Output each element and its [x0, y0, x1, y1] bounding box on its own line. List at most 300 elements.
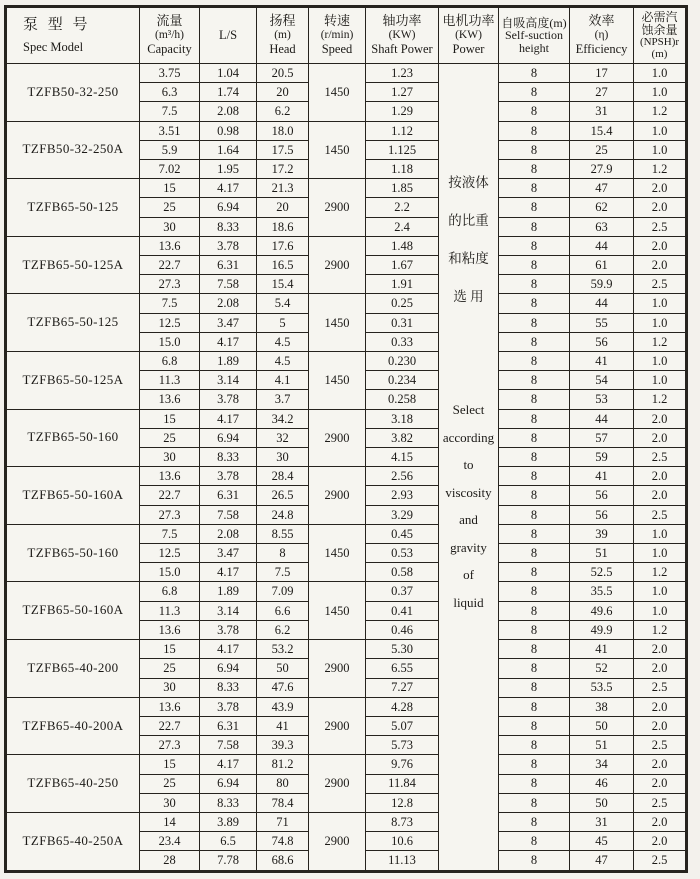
power-note-en-line: to — [463, 457, 474, 472]
model-cell: TZFB50-32-250A — [6, 121, 140, 179]
col-header-speed-en: Speed — [321, 42, 353, 57]
efficiency-cell: 62 — [570, 198, 634, 217]
efficiency-cell: 44 — [570, 236, 634, 255]
capacity-cell: 22.7 — [140, 486, 200, 505]
suction-height-cell: 8 — [499, 409, 570, 428]
head-cell: 20 — [257, 198, 309, 217]
speed-cell: 2900 — [309, 697, 366, 755]
col-header-model-en: Spec Model — [23, 39, 84, 54]
efficiency-cell: 52.5 — [570, 563, 634, 582]
col-header-suction-en1: Self-suction — [505, 28, 563, 43]
ls-cell: 3.78 — [200, 467, 257, 486]
suction-height-cell: 8 — [499, 352, 570, 371]
col-header-capacity-zh: 流量 — [156, 13, 183, 29]
table-row — [6, 121, 687, 140]
capacity-cell: 7.5 — [140, 524, 200, 543]
npsh-cell: 2.5 — [634, 217, 687, 236]
capacity-cell: 11.3 — [140, 371, 200, 390]
npsh-cell: 2.5 — [634, 505, 687, 524]
ls-cell: 4.17 — [200, 563, 257, 582]
table-row — [6, 409, 687, 428]
head-cell: 17.5 — [257, 140, 309, 159]
col-header-head-zh: 扬程 — [269, 13, 296, 29]
efficiency-cell: 56 — [570, 486, 634, 505]
ls-cell: 7.58 — [200, 505, 257, 524]
capacity-cell: 13.6 — [140, 236, 200, 255]
suction-height-cell: 8 — [499, 332, 570, 351]
shaft-power-cell: 5.73 — [366, 736, 439, 755]
suction-height-cell: 8 — [499, 736, 570, 755]
npsh-cell: 2.0 — [634, 236, 687, 255]
table-row — [6, 640, 687, 659]
col-header-npsh-en: (NPSH)r — [639, 36, 680, 48]
shaft-power-cell: 0.234 — [366, 371, 439, 390]
shaft-power-cell: 4.15 — [366, 448, 439, 467]
power-note-en-line: viscosity — [445, 484, 492, 500]
shaft-power-cell: 0.37 — [366, 582, 439, 601]
head-cell: 17.6 — [257, 236, 309, 255]
efficiency-cell: 31 — [570, 812, 634, 831]
col-header-efficiency — [570, 7, 634, 64]
efficiency-cell: 45 — [570, 832, 634, 851]
ls-cell: 1.64 — [200, 140, 257, 159]
table-row — [6, 236, 687, 255]
suction-height-cell: 8 — [499, 563, 570, 582]
col-header-suction-zh: 自吸高度(m) — [501, 15, 567, 30]
table-row — [6, 755, 687, 774]
head-cell: 6.6 — [257, 601, 309, 620]
ls-cell: 4.17 — [200, 179, 257, 198]
header-row — [6, 7, 687, 64]
ls-cell: 8.33 — [200, 793, 257, 812]
col-header-speed-zh: 转速 — [323, 13, 350, 29]
shaft-power-cell: 2.56 — [366, 467, 439, 486]
ls-cell: 3.89 — [200, 812, 257, 831]
ls-cell: 4.17 — [200, 640, 257, 659]
col-header-capacity — [140, 7, 200, 64]
capacity-cell: 25 — [140, 774, 200, 793]
npsh-cell: 2.0 — [634, 832, 687, 851]
suction-height-cell: 8 — [499, 121, 570, 140]
capacity-cell: 15 — [140, 640, 200, 659]
npsh-cell: 2.0 — [634, 659, 687, 678]
power-note-en-line: gravity — [450, 539, 487, 555]
head-cell: 34.2 — [257, 409, 309, 428]
speed-cell: 2900 — [309, 179, 366, 237]
shaft-power-cell: 8.73 — [366, 812, 439, 831]
col-header-efficiency-unit: (η) — [594, 29, 609, 42]
ls-cell: 4.17 — [200, 332, 257, 351]
suction-height-cell: 8 — [499, 448, 570, 467]
efficiency-cell: 46 — [570, 774, 634, 793]
npsh-cell: 1.0 — [634, 544, 687, 563]
shaft-power-cell: 0.41 — [366, 601, 439, 620]
capacity-cell: 13.6 — [140, 697, 200, 716]
speed-cell: 1450 — [309, 352, 366, 410]
efficiency-cell: 56 — [570, 505, 634, 524]
capacity-cell: 6.8 — [140, 352, 200, 371]
ls-cell: 6.94 — [200, 198, 257, 217]
capacity-cell: 13.6 — [140, 390, 200, 409]
speed-cell: 1450 — [309, 582, 366, 640]
capacity-cell: 12.5 — [140, 544, 200, 563]
head-cell: 20 — [257, 83, 309, 102]
head-cell: 15.4 — [257, 275, 309, 294]
ls-cell: 4.17 — [200, 409, 257, 428]
efficiency-cell: 35.5 — [570, 582, 634, 601]
table-row — [6, 294, 687, 313]
head-cell: 50 — [257, 659, 309, 678]
shaft-power-cell: 3.18 — [366, 409, 439, 428]
model-cell: TZFB65-40-200 — [6, 640, 140, 698]
npsh-cell: 1.2 — [634, 160, 687, 179]
capacity-cell: 3.75 — [140, 64, 200, 83]
col-header-npsh-zh1: 必需汽 — [641, 10, 678, 24]
suction-height-cell: 8 — [499, 294, 570, 313]
ls-cell: 8.33 — [200, 678, 257, 697]
capacity-cell: 15 — [140, 755, 200, 774]
suction-height-cell: 8 — [499, 467, 570, 486]
suction-height-cell: 8 — [499, 601, 570, 620]
table-row — [6, 179, 687, 198]
col-header-power-unit: (KW) — [455, 29, 482, 42]
suction-height-cell: 8 — [499, 390, 570, 409]
capacity-cell: 6.8 — [140, 582, 200, 601]
model-cell: TZFB65-40-250A — [6, 812, 140, 871]
col-header-head-en: Head — [269, 42, 296, 57]
head-cell: 6.2 — [257, 620, 309, 639]
efficiency-cell: 47 — [570, 851, 634, 872]
capacity-cell: 15 — [140, 409, 200, 428]
suction-height-cell: 8 — [499, 217, 570, 236]
ls-cell: 3.78 — [200, 390, 257, 409]
ls-cell: 3.47 — [200, 544, 257, 563]
efficiency-cell: 53 — [570, 390, 634, 409]
npsh-cell: 2.0 — [634, 774, 687, 793]
model-cell: TZFB65-40-200A — [6, 697, 140, 755]
efficiency-cell: 53.5 — [570, 678, 634, 697]
shaft-power-cell: 7.27 — [366, 678, 439, 697]
efficiency-cell: 31 — [570, 102, 634, 121]
ls-cell: 2.08 — [200, 524, 257, 543]
ls-cell: 3.14 — [200, 601, 257, 620]
head-cell: 24.8 — [257, 505, 309, 524]
shaft-power-cell: 3.82 — [366, 428, 439, 447]
efficiency-cell: 44 — [570, 409, 634, 428]
suction-height-cell: 8 — [499, 64, 570, 83]
npsh-cell: 2.0 — [634, 716, 687, 735]
col-header-suction — [499, 7, 570, 64]
ls-cell: 6.31 — [200, 486, 257, 505]
suction-height-cell: 8 — [499, 716, 570, 735]
suction-height-cell: 8 — [499, 524, 570, 543]
shaft-power-cell: 4.28 — [366, 697, 439, 716]
model-cell: TZFB65-50-125A — [6, 352, 140, 410]
capacity-cell: 14 — [140, 812, 200, 831]
col-header-model-zh: 泵 型 号 — [23, 16, 91, 33]
power-note-en-line: liquid — [453, 594, 484, 610]
col-header-power-zh: 电机功率 — [442, 13, 495, 29]
capacity-cell: 5.9 — [140, 140, 200, 159]
suction-height-cell: 8 — [499, 832, 570, 851]
capacity-cell: 27.3 — [140, 275, 200, 294]
ls-cell: 8.33 — [200, 448, 257, 467]
ls-cell: 1.74 — [200, 83, 257, 102]
npsh-cell: 2.0 — [634, 640, 687, 659]
suction-height-cell: 8 — [499, 812, 570, 831]
col-header-power-en: Power — [452, 42, 485, 57]
capacity-cell: 25 — [140, 428, 200, 447]
npsh-cell: 1.0 — [634, 524, 687, 543]
head-cell: 4.1 — [257, 371, 309, 390]
shaft-power-cell: 1.23 — [366, 64, 439, 83]
suction-height-cell: 8 — [499, 313, 570, 332]
head-cell: 28.4 — [257, 467, 309, 486]
ls-cell: 1.89 — [200, 582, 257, 601]
head-cell: 6.2 — [257, 102, 309, 121]
power-note-en — [439, 396, 498, 616]
capacity-cell: 13.6 — [140, 620, 200, 639]
col-header-efficiency-en: Efficiency — [575, 42, 628, 57]
power-note-en-line: and — [459, 512, 478, 527]
shaft-power-cell: 1.29 — [366, 102, 439, 121]
efficiency-cell: 17 — [570, 64, 634, 83]
shaft-power-cell: 11.13 — [366, 851, 439, 872]
suction-height-cell: 8 — [499, 102, 570, 121]
col-header-suction-en2: height — [519, 40, 549, 55]
capacity-cell: 3.51 — [140, 121, 200, 140]
suction-height-cell: 8 — [499, 236, 570, 255]
col-header-ls-label: L/S — [218, 28, 238, 43]
speed-cell: 2900 — [309, 640, 366, 698]
efficiency-cell: 41 — [570, 467, 634, 486]
shaft-power-cell: 1.67 — [366, 256, 439, 275]
col-header-capacity-en: Capacity — [147, 42, 192, 57]
efficiency-cell: 54 — [570, 371, 634, 390]
suction-height-cell: 8 — [499, 640, 570, 659]
head-cell: 5.4 — [257, 294, 309, 313]
suction-height-cell: 8 — [499, 659, 570, 678]
capacity-cell: 7.5 — [140, 102, 200, 121]
shaft-power-cell: 0.33 — [366, 332, 439, 351]
shaft-power-cell: 1.91 — [366, 275, 439, 294]
power-note-zh-line: 的比重 — [448, 213, 489, 228]
efficiency-cell: 38 — [570, 697, 634, 716]
table-row — [6, 64, 687, 83]
shaft-power-cell: 1.48 — [366, 236, 439, 255]
suction-height-cell: 8 — [499, 140, 570, 159]
table-row — [6, 352, 687, 371]
npsh-cell: 2.0 — [634, 467, 687, 486]
ls-cell: 6.94 — [200, 428, 257, 447]
capacity-cell: 30 — [140, 793, 200, 812]
suction-height-cell: 8 — [499, 371, 570, 390]
power-note-en-line: of — [463, 567, 474, 582]
ls-cell: 8.33 — [200, 217, 257, 236]
npsh-cell: 2.0 — [634, 486, 687, 505]
npsh-cell: 1.2 — [634, 390, 687, 409]
col-header-shaft-zh: 轴功率 — [382, 13, 422, 29]
suction-height-cell: 8 — [499, 275, 570, 294]
speed-cell: 2900 — [309, 409, 366, 467]
ls-cell: 2.08 — [200, 102, 257, 121]
head-cell: 53.2 — [257, 640, 309, 659]
capacity-cell: 7.5 — [140, 294, 200, 313]
ls-cell: 6.31 — [200, 256, 257, 275]
model-cell: TZFB65-50-160A — [6, 582, 140, 640]
capacity-cell: 15 — [140, 179, 200, 198]
efficiency-cell: 55 — [570, 313, 634, 332]
col-header-head — [257, 7, 309, 64]
table-row — [6, 467, 687, 486]
npsh-cell: 1.0 — [634, 313, 687, 332]
table-row — [6, 697, 687, 716]
ls-cell: 6.94 — [200, 774, 257, 793]
efficiency-cell: 59 — [570, 448, 634, 467]
col-header-motor-power — [439, 7, 499, 64]
head-cell: 5 — [257, 313, 309, 332]
head-cell: 41 — [257, 716, 309, 735]
shaft-power-cell: 0.53 — [366, 544, 439, 563]
capacity-cell: 7.02 — [140, 160, 200, 179]
model-cell: TZFB65-50-160 — [6, 409, 140, 467]
power-note-en-line: according — [442, 429, 495, 445]
npsh-cell: 1.0 — [634, 64, 687, 83]
efficiency-cell: 56 — [570, 332, 634, 351]
shaft-power-cell: 0.45 — [366, 524, 439, 543]
ls-cell: 6.94 — [200, 659, 257, 678]
capacity-cell: 22.7 — [140, 716, 200, 735]
efficiency-cell: 61 — [570, 256, 634, 275]
head-cell: 8.55 — [257, 524, 309, 543]
model-cell: TZFB65-50-160 — [6, 524, 140, 582]
shaft-power-cell: 5.07 — [366, 716, 439, 735]
efficiency-cell: 25 — [570, 140, 634, 159]
head-cell: 17.2 — [257, 160, 309, 179]
capacity-cell: 27.3 — [140, 505, 200, 524]
capacity-cell: 25 — [140, 659, 200, 678]
head-cell: 71 — [257, 812, 309, 831]
shaft-power-cell: 1.12 — [366, 121, 439, 140]
col-header-model — [6, 7, 140, 64]
npsh-cell: 2.5 — [634, 851, 687, 872]
npsh-cell: 1.2 — [634, 102, 687, 121]
head-cell: 16.5 — [257, 256, 309, 275]
npsh-cell: 2.0 — [634, 697, 687, 716]
ls-cell: 2.08 — [200, 294, 257, 313]
ls-cell: 3.78 — [200, 620, 257, 639]
ls-cell: 1.04 — [200, 64, 257, 83]
ls-cell: 6.5 — [200, 832, 257, 851]
shaft-power-cell: 1.125 — [366, 140, 439, 159]
shaft-power-cell: 5.30 — [366, 640, 439, 659]
efficiency-cell: 51 — [570, 736, 634, 755]
col-header-speed — [309, 7, 366, 64]
power-note-zh-line: 选 用 — [453, 289, 484, 304]
npsh-cell: 2.0 — [634, 198, 687, 217]
npsh-cell: 1.0 — [634, 582, 687, 601]
model-cell: TZFB65-40-250 — [6, 755, 140, 813]
npsh-cell: 2.0 — [634, 755, 687, 774]
npsh-cell: 2.5 — [634, 736, 687, 755]
suction-height-cell: 8 — [499, 160, 570, 179]
shaft-power-cell: 2.93 — [366, 486, 439, 505]
power-note-zh-line: 按液体 — [448, 175, 489, 190]
efficiency-cell: 59.9 — [570, 275, 634, 294]
table-row — [6, 812, 687, 831]
npsh-cell: 1.0 — [634, 83, 687, 102]
ls-cell: 3.47 — [200, 313, 257, 332]
head-cell: 7.5 — [257, 563, 309, 582]
col-header-ls — [200, 7, 257, 64]
model-cell: TZFB65-50-160A — [6, 467, 140, 525]
capacity-cell: 22.7 — [140, 256, 200, 275]
head-cell: 32 — [257, 428, 309, 447]
col-header-capacity-unit: (m³/h) — [155, 29, 184, 42]
speed-cell: 1450 — [309, 121, 366, 179]
ls-cell: 0.98 — [200, 121, 257, 140]
npsh-cell: 1.2 — [634, 563, 687, 582]
efficiency-cell: 41 — [570, 640, 634, 659]
head-cell: 30 — [257, 448, 309, 467]
power-note-zh-line: 和粘度 — [448, 251, 489, 266]
npsh-cell: 2.5 — [634, 275, 687, 294]
model-cell: TZFB65-50-125 — [6, 179, 140, 237]
capacity-cell: 6.3 — [140, 83, 200, 102]
efficiency-cell: 27 — [570, 83, 634, 102]
ls-cell: 1.95 — [200, 160, 257, 179]
efficiency-cell: 52 — [570, 659, 634, 678]
efficiency-cell: 39 — [570, 524, 634, 543]
head-cell: 18.0 — [257, 121, 309, 140]
suction-height-cell: 8 — [499, 256, 570, 275]
npsh-cell: 1.0 — [634, 121, 687, 140]
head-cell: 21.3 — [257, 179, 309, 198]
suction-height-cell: 8 — [499, 505, 570, 524]
ls-cell: 1.89 — [200, 352, 257, 371]
npsh-cell: 1.0 — [634, 140, 687, 159]
ls-cell: 4.17 — [200, 755, 257, 774]
suction-height-cell: 8 — [499, 428, 570, 447]
head-cell: 26.5 — [257, 486, 309, 505]
efficiency-cell: 50 — [570, 793, 634, 812]
npsh-cell: 2.5 — [634, 793, 687, 812]
efficiency-cell: 63 — [570, 217, 634, 236]
col-header-npsh-zh2: 蚀余量 — [641, 22, 678, 37]
speed-cell: 2900 — [309, 755, 366, 813]
suction-height-cell: 8 — [499, 198, 570, 217]
shaft-power-cell: 0.58 — [366, 563, 439, 582]
speed-cell: 1450 — [309, 64, 366, 122]
suction-height-cell: 8 — [499, 851, 570, 872]
speed-cell: 2900 — [309, 467, 366, 525]
head-cell: 4.5 — [257, 332, 309, 351]
shaft-power-cell: 10.6 — [366, 832, 439, 851]
shaft-power-cell: 1.85 — [366, 179, 439, 198]
ls-cell: 7.78 — [200, 851, 257, 872]
efficiency-cell: 49.9 — [570, 620, 634, 639]
npsh-cell: 1.0 — [634, 601, 687, 620]
ls-cell: 3.78 — [200, 697, 257, 716]
shaft-power-cell: 1.27 — [366, 83, 439, 102]
head-cell: 8 — [257, 544, 309, 563]
col-header-head-unit: (m) — [274, 29, 291, 42]
shaft-power-cell: 1.18 — [366, 160, 439, 179]
speed-cell: 2900 — [309, 812, 366, 871]
table-row — [6, 524, 687, 543]
ls-cell: 7.58 — [200, 275, 257, 294]
head-cell: 68.6 — [257, 851, 309, 872]
